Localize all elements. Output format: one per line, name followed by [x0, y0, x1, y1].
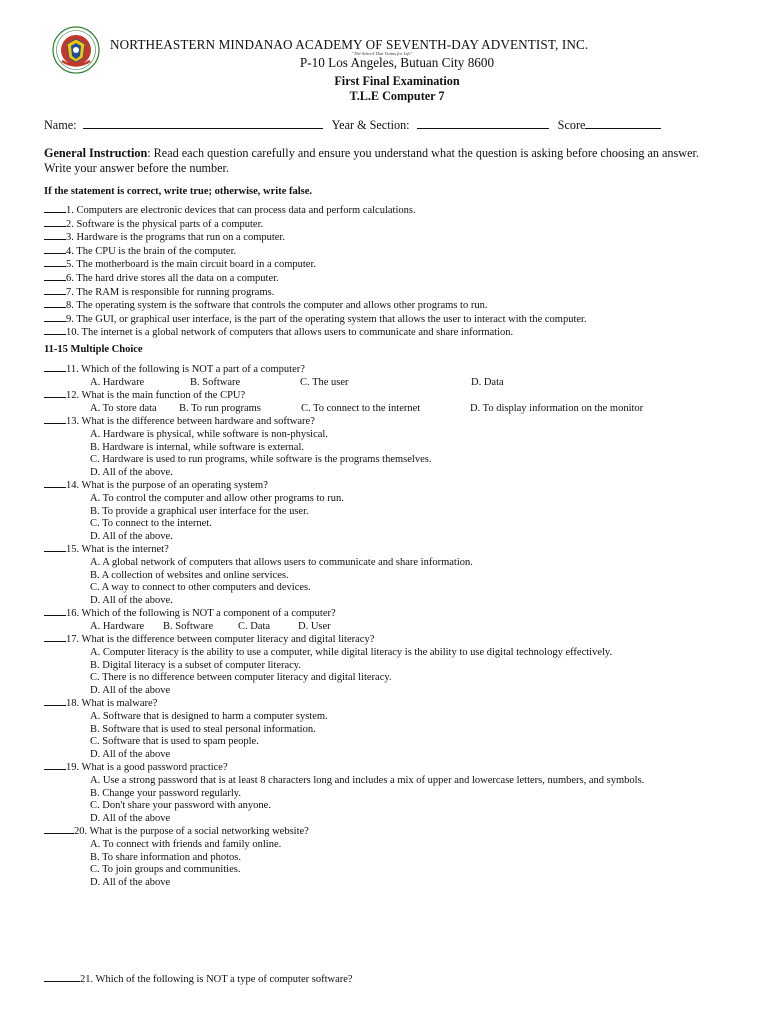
question-text: 12. What is the main function of the CPU? [66, 390, 246, 402]
question-text: 2. Software is the physical parts of a computer. [66, 218, 264, 230]
instruction-label: General Instruction [44, 146, 148, 160]
option-b: B. Change your password regularly. [90, 787, 241, 799]
option-d: D. All of the above. [90, 466, 173, 478]
question-text: 3. Hardware is the programs that run on a computer. [66, 232, 285, 244]
option-d: D. All of the above [90, 876, 171, 888]
answer-blank[interactable] [44, 245, 66, 254]
option-b: B. Hardware is internal, while software is external. [90, 441, 305, 453]
exam-subject: T.L.E Computer 7 [349, 89, 445, 103]
option-c: C. To connect to the internet [301, 402, 421, 414]
option-d: D. To display information on the monitor [470, 402, 644, 414]
question-text: 14. What is the purpose of an operating system? [66, 480, 268, 492]
answer-blank[interactable] [44, 326, 66, 335]
school-address: P-10 Los Angeles, Butuan City 8600 [299, 55, 495, 70]
options-row [44, 377, 744, 390]
mc-question-17 [44, 633, 744, 647]
name-blank[interactable] [83, 118, 323, 129]
question-text: 13. What is the difference between hardware and software? [66, 416, 315, 428]
option-c: C. Software that is used to spam people. [90, 736, 259, 748]
mc-question-16 [44, 607, 744, 621]
answer-blank[interactable] [44, 258, 66, 267]
document-header [0, 0, 768, 110]
tf-question-3 [44, 231, 744, 245]
answer-blank[interactable] [44, 415, 66, 424]
year-section-label: Year & Section: [331, 118, 410, 132]
answer-blank[interactable] [44, 973, 80, 982]
question-text: 15. What is the internet? [66, 544, 169, 556]
answer-blank[interactable] [44, 363, 66, 372]
option-a: A. To control the computer and allow other programs to run. [90, 492, 344, 504]
name-label: Name: [44, 118, 77, 132]
tf-question-10 [44, 326, 744, 340]
question-text: 6. The hard drive stores all the data on a computer. [66, 272, 279, 284]
option-c: C. Hardware is used to run programs, while software is the programs themselves. [90, 454, 432, 466]
mc-question-11 [44, 363, 744, 377]
option-a: A. To store data [90, 402, 157, 414]
option-d: D. All of the above [90, 684, 171, 696]
option-b: B. To share information and photos. [90, 851, 242, 863]
true-false-list [44, 204, 744, 340]
options-row [44, 403, 744, 416]
mc-question-15 [44, 543, 744, 557]
option-c: C. The user [300, 376, 349, 388]
mc-question-18 [44, 697, 744, 711]
option-a: A. Hardware [90, 620, 145, 632]
option-d: D. All of the above [90, 748, 171, 760]
option-b: B. Software [163, 620, 214, 632]
mc-question-19 [44, 761, 744, 775]
tf-question-6 [44, 272, 744, 286]
option-d: D. Data [471, 376, 504, 388]
question-21 [44, 973, 353, 985]
mc-question-20 [44, 825, 744, 839]
option-a: A. Hardware [90, 376, 145, 388]
option-a: A. A global network of computers that allows users to communicate and share information. [90, 556, 473, 568]
option-b: B. Digital literacy is a subset of computer literacy. [90, 659, 302, 671]
answer-blank[interactable] [44, 299, 66, 308]
question-text: 18. What is malware? [66, 698, 158, 710]
answer-blank[interactable] [44, 607, 66, 616]
score-blank[interactable] [585, 118, 661, 129]
option-a: A. Computer literacy is the ability to use a computer, while digital literacy is the ability to use digital technology effectively. [90, 647, 613, 659]
tf-question-4 [44, 245, 744, 259]
question-text: 7. The RAM is responsible for running programs. [66, 286, 275, 298]
option-b: B. To run programs [179, 402, 261, 414]
option-d: D. All of the above. [90, 530, 173, 542]
mc-question-12 [44, 389, 744, 403]
answer-blank[interactable] [44, 389, 66, 398]
option-c: C. There is no difference between computer literacy and digital literacy. [90, 672, 392, 684]
option-c: C. To connect to the internet. [90, 518, 212, 530]
option-b: B. To provide a graphical user interface for the user. [90, 505, 309, 517]
student-info-line [44, 118, 661, 133]
option-d: D. All of the above [90, 812, 171, 824]
option-a: A. Use a strong password that is at least 8 characters long and includes a mix of upper and lowercase letters, numbers, and symbols. [90, 775, 645, 786]
true-false-heading: If the statement is correct, write true; otherwise, write false. [44, 186, 313, 197]
school-motto: "The School That Trains for Life" [352, 51, 413, 56]
multiple-choice-list [44, 363, 744, 889]
answer-blank[interactable] [44, 286, 66, 295]
option-a: A. To connect with friends and family online. [90, 838, 282, 850]
exam-title: First Final Examination [334, 74, 460, 88]
answer-blank[interactable] [44, 633, 66, 642]
answer-blank[interactable] [44, 218, 66, 227]
question-text: 8. The operating system is the software that controls the computer and allows other programs to run. [66, 300, 488, 312]
answer-blank[interactable] [44, 313, 66, 322]
mc-question-13 [44, 415, 744, 429]
option-c: C. A way to connect to other computers and devices. [90, 582, 311, 594]
question-text: 10. The internet is a global network of computers that allows users to communicate and share information. [66, 327, 514, 339]
option-c: C. To join groups and communities. [90, 864, 241, 876]
question-text: 20. What is the purpose of a social networking website? [74, 826, 309, 838]
tf-question-9 [44, 313, 744, 327]
question-text: 5. The motherboard is the main circuit board in a computer. [66, 259, 316, 271]
answer-blank[interactable] [44, 272, 66, 281]
option-b: B. Software that is used to steal personal information. [90, 723, 316, 735]
option-b: B. Software [190, 376, 241, 388]
answer-blank[interactable] [44, 204, 66, 213]
tf-question-7 [44, 286, 744, 300]
question-text: 19. What is a good password practice? [66, 762, 228, 774]
tf-question-1 [44, 204, 744, 218]
multiple-choice-heading: 11-15 Multiple Choice [44, 344, 143, 355]
answer-blank[interactable] [44, 479, 66, 488]
question-text: 17. What is the difference between computer literacy and digital literacy? [66, 634, 375, 646]
question-text: 1. Computers are electronic devices that can process data and perform calculations. [66, 205, 416, 216]
tf-question-5 [44, 258, 744, 272]
year-section-blank[interactable] [417, 118, 549, 129]
option-d: D. User [298, 620, 331, 632]
question-text: 11. Which of the following is NOT a part of a computer? [66, 364, 305, 375]
answer-blank[interactable] [44, 761, 66, 770]
answer-blank[interactable] [44, 231, 66, 240]
option-a: A. Software that is designed to harm a computer system. [90, 711, 328, 723]
tf-question-2 [44, 218, 744, 232]
school-name: NORTHEASTERN MINDANAO ACADEMY OF SEVENTH-DAY ADVENTIST, INC. [110, 37, 589, 52]
question-text: 16. Which of the following is NOT a component of a computer? [66, 608, 336, 620]
question-text: 9. The GUI, or graphical user interface, is the part of the operating system that allows the user to interact with the computer. [66, 313, 587, 325]
answer-blank[interactable] [44, 697, 66, 706]
option-a: A. Hardware is physical, while software is non-physical. [90, 428, 328, 440]
general-instruction [44, 146, 724, 175]
option-d: D. All of the above. [90, 594, 173, 606]
question-text: 21. Which of the following is NOT a type of computer software? [80, 974, 353, 985]
score-label: Score [557, 118, 586, 132]
question-text: 4. The CPU is the brain of the computer. [66, 245, 237, 257]
option-b: B. A collection of websites and online services. [90, 569, 289, 581]
answer-blank[interactable] [44, 543, 66, 552]
answer-blank[interactable] [44, 825, 74, 834]
tf-question-8 [44, 299, 744, 313]
option-c: C. Data [238, 620, 271, 632]
mc-question-14 [44, 479, 744, 493]
option-c: C. Don't share your password with anyone. [90, 800, 271, 812]
options-row [44, 621, 744, 634]
instruction-text: : Read each question carefully and ensure you understand what the question is asking before choosing an answer. Write your answer before the number. [44, 146, 699, 175]
